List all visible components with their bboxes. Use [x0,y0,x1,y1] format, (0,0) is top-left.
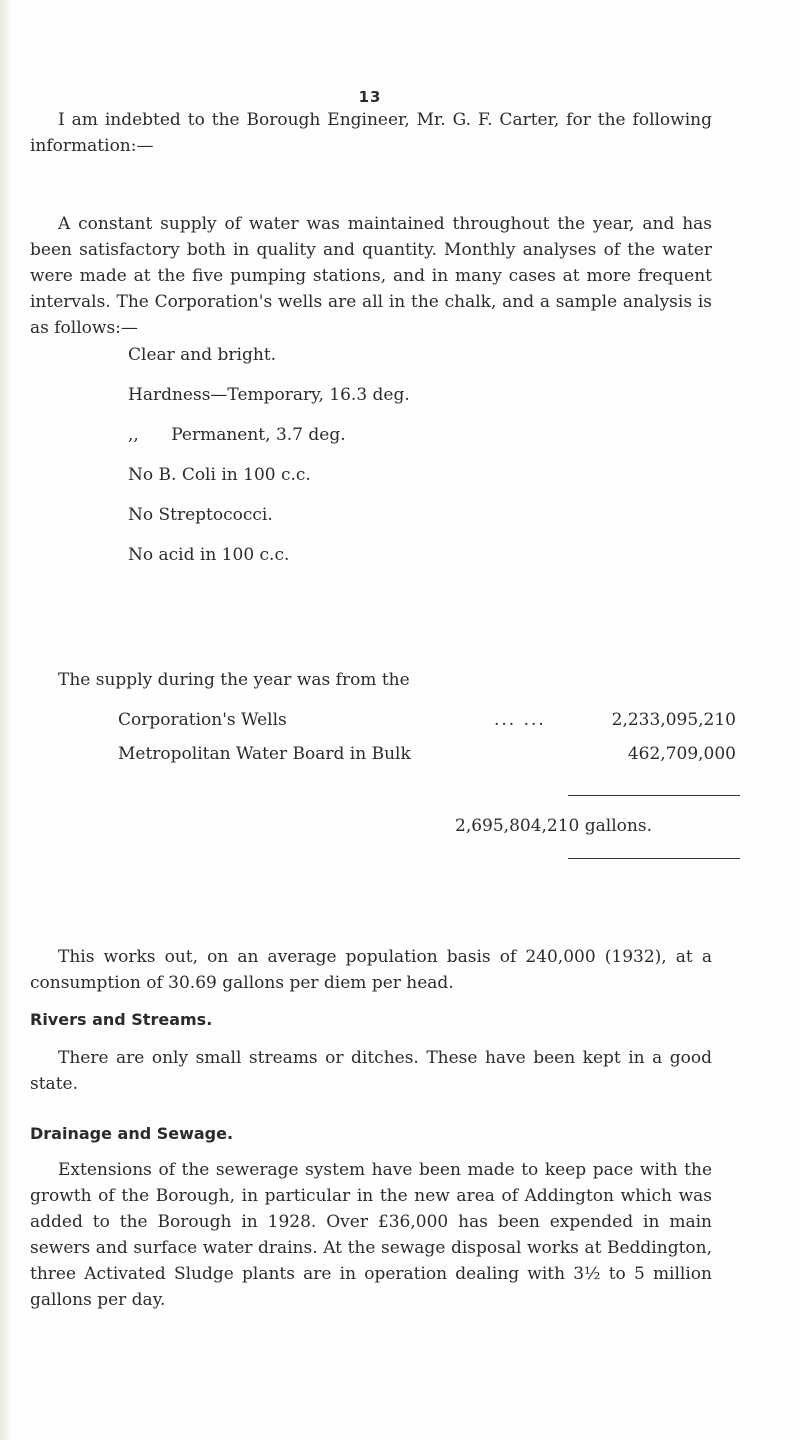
page-number: 13 [358,88,382,106]
supply-source: Metropolitan Water Board in Bulk [118,744,411,764]
supply-intro: The supply during the year was from the [58,670,410,690]
total-rule-top [568,795,740,796]
supply-row [118,707,738,733]
page-edge [0,0,10,1440]
water-analysis-list [128,335,410,575]
water-supply-paragraph [30,211,712,341]
supply-source: Corporation's Wells [118,710,287,730]
rivers-paragraph [30,1045,712,1097]
supply-total: 2,695,804,210 gallons. [455,816,652,836]
analysis-item: No B. Coli in 100 c.c. [128,465,311,485]
drainage-paragraph [30,1157,712,1313]
rivers-heading: Rivers and Streams. [30,1010,213,1029]
consumption-text: This works out, on an average population basis of 240,000 (1932), at a consumption of 30.69 gallons per diem per head. [30,947,712,993]
intro-text: I am indebted to the Borough Engineer, Mr. G. F. Carter, for the following information:— [30,110,712,156]
analysis-item: No acid in 100 c.c. [128,545,290,565]
analysis-item: No Streptococci. [128,505,273,525]
water-supply-text: A constant supply of water was maintained throughout the year, and has been satisfactory both in quality and quantity. Monthly analyses of the water were made at the five pumping stations, and in many cases at more frequent intervals. The Corporation's wells are all in the chalk, and a sample analysis is as follows:— [30,214,712,338]
supply-row [118,741,738,767]
supply-value: 462,709,000 [627,744,736,764]
drainage-heading: Drainage and Sewage. [30,1124,234,1143]
supply-value: 2,233,095,210 [611,710,736,730]
leader-dots: ... ... [494,710,546,730]
analysis-item: ,, Permanent, 3.7 deg. [128,425,346,445]
intro-paragraph [30,107,712,159]
rivers-text: There are only small streams or ditches. These have been kept in a good state. [30,1048,712,1094]
analysis-item: Clear and bright. [128,345,277,365]
drainage-text: Extensions of the sewerage system have been made to keep pace with the growth of the Borough, in particular in the new area of Addington which was added to the Borough in 1928. Over £36,000 has been expended in main sewers and surface water drains. At the sewage disposal works at Beddington, three Activated Sludge plants are in operation dealing with 3½ to 5 million gallons per day. [30,1160,712,1310]
total-rule-bottom [568,858,740,859]
analysis-item: Hardness—Temporary, 16.3 deg. [128,385,410,405]
consumption-paragraph [30,944,712,996]
